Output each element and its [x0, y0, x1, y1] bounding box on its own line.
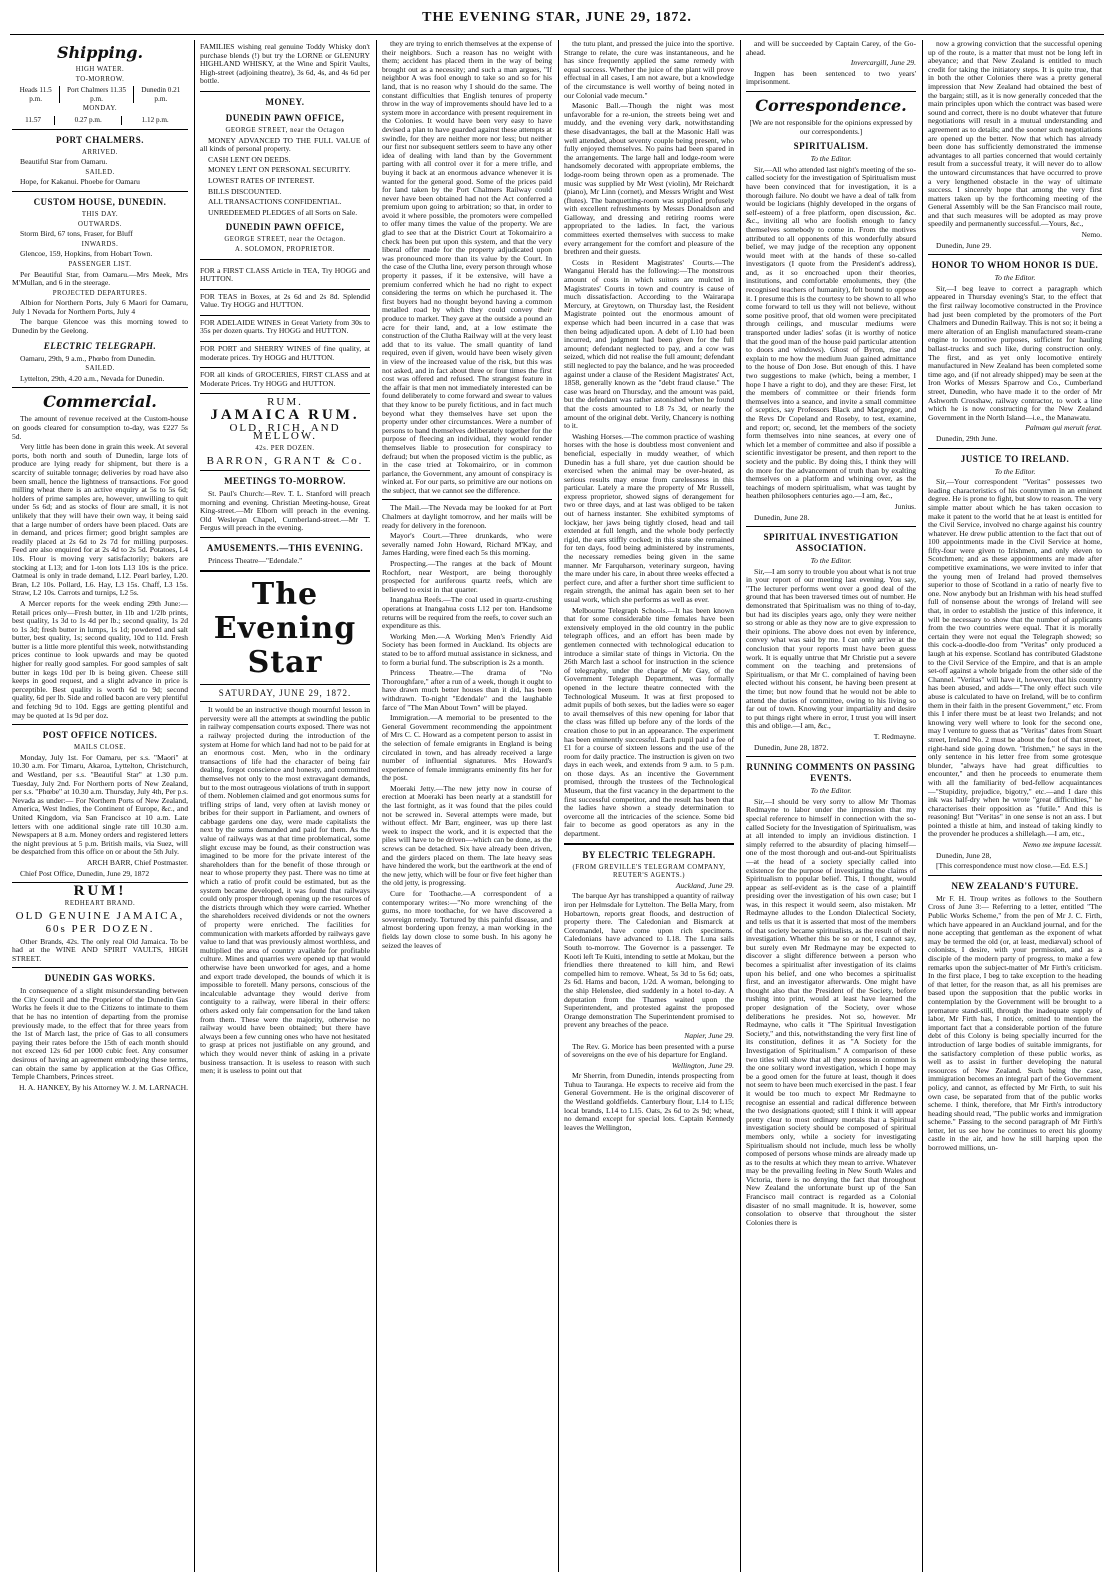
glencoe-text: The barque Glencoe was this morning towed to Dunedin by the Geelong.: [12, 317, 188, 336]
honor-letter: Sir,—I beg leave to correct a paragraph which appeared in Thursday evening's Star, to the effect that the first railway locomotive constructed in the Province had just been completed by the promoters of the Port Chalmers and Dunedin Railway. This is not so; it being a mere alteration of an English manufactured steam-crane engine to locomotive purposes, sufficient for hauling ballast-trucks and such like, during construction only. The first, and as yet only locomotive entirely manufactured in New Zealand has been completed some time ago, and (if not already shipped) may be seen at the Iron Works of Messrs Sparrow and Co., Cumberland street, Dunedin, who have made it to the order of Mr Ashworth Crosshaw, railway contractor, to work a line which he is now constructing for the New Zealand Government in the North Island—i.e., the Manawatu.: [928, 283, 1102, 422]
sia-header: SPIRITUAL INVESTIGATION ASSOCIATION.: [763, 532, 899, 554]
ireland-sign: Nemo me impune lacessit.: [1022, 840, 1102, 850]
sailed-text: Hope, for Kakanui. Phoebe for Oamaru: [20, 177, 140, 187]
telegraph-sub: (FROM GREVILLE'S TELEGRAM COMPANY, REUTER'S AGENTS.): [572, 863, 726, 880]
telegraph-header: BY ELECTRIC TELEGRAPH.: [582, 849, 716, 860]
to-the-editor: To the Editor.: [810, 154, 852, 164]
post-signature-2: Chief Post Office, Dunedin, June 29, 1872: [20, 868, 150, 878]
tea-ad: FOR all kinds of GROCERIES, FIRST CLASS and at Moderate Prices. Try HOGG and HUTTON.: [200, 370, 370, 388]
families-ad: FAMILIES wishing real genuine Toddy Whisky don't purchase blends (!) but try the LORNE or GLENURY HIGHLAND WHISKY, at the Wine and Spirit Vaults, High-street (adjoining theatre), 3s 6d, 4s, and 4s 6d per bottle.: [200, 42, 370, 86]
wellington-text: Mr Sherrin, from Dunedin, intends prospecting from Tuhua to Tauranga. He expects to receive aid from the General Government. He is the original discoverer of the Westland goldfields. Canterbury flour, L14 to L15; local brands, L14 to L15. Oats, 2s 6d to 2s 9d; wheat, no demand except for special lots. Captain Kennedy leaves the Wellington,: [564, 1071, 734, 1132]
pawn-office-2-sub: GEORGE STREET, near the Octagon.: [224, 236, 346, 244]
nz-future-header: NEW ZEALAND'S FUTURE.: [951, 880, 1079, 891]
running-comments-header: RUNNING COMMENTS ON PASSING EVENTS.: [746, 762, 916, 784]
port-chalmers-header: PORT CHALMERS.: [55, 134, 145, 145]
column-6: [928, 40, 1102, 1570]
pawn-line: MONEY ADVANCED TO THE FULL VALUE of all kinds of personal property.: [200, 135, 370, 154]
tide-cell: 1.12 p.m.: [122, 116, 188, 125]
rum2-top: RUM.: [267, 396, 303, 409]
correspondence-header: Correspondence.: [755, 95, 907, 115]
sailed2-label: SAILED.: [85, 365, 115, 373]
news-working-men: Working Men.—A Working Men's Friendly Aid Society has been formed in Auckland. Its objects are stated to be to afford mutual assistance in sickness, and to form a burial fund. The subscription is 2s a month.: [382, 631, 552, 667]
sailed-label: SAILED.: [85, 168, 115, 176]
pawn-proprietor: A. SOLOMON, PROPRIETOR.: [235, 245, 335, 253]
honor-sign: Palmam qui meruit ferat.: [1025, 423, 1102, 433]
post-text: Monday, July 1st. For Oamaru, per s.s. "Maori" at 10.30 a.m. For Timaru, Akaroa, Lyttelton, Christchurch, and Westland, per s.s. "Beautiful Star" at 1.30 p.m. Tuesday, July 2nd. For Northern ports of New Zealand, per s.s. "Phœbe" at 10.30 a.m. Thursday, July 4th, Per p.s. Nevada as under:— For Northern Ports of New Zealand, America, West Indies, the Continent of Europe, &c., and United Kingdom, via San Francisco at 10 a.m. Late letters with one additional single rate till 10.30 a.m. Newspapers at 8 a.m. Money orders and registered letters the night previous at 5 p.m. British mails, via Suez, will be despatched from this office on or about the 5th July.: [12, 752, 188, 857]
honor-date: Dunedin, 29th June.: [936, 433, 998, 443]
spiritualism-header: SPIRITUALISM.: [793, 141, 869, 152]
leader-continued: they are trying to enrich themselves at the expense of their neighbors. Such a reason has no weight with them; accident has placed them in the way of being brought out as a necessity; and such a man argues, "If neighbor A was fool enough to take so and so for his land, that is no reason why I should do the same. The constant difficulties that English tenures of property throw in the way of improvements should have led to a system more in accordance with present requirement in the Colonies. It would have been very easy to have devised a plan to have guarded against these attempts at swindle, for they are neither more nor less; but neither our first nor subsequent settlers seem to have any other idea of dealing with land than by the Government parting with all control over it for a mere trifle, and buying it back at an enormous advance whenever it is wanted for the general good. Some of the prices paid for land taken by the Port Chalmers Railway could never have been obtained had not the Act conferred a premium upon going to arbitration; so that, in order to avoid it where possible, the promoters were compelled to offer many times the value of the property. We are glad to see that at the District Court at Tokomairiro a check has been put upon this system, and that the very liberal offer made for the property adjudicated upon was pronounced more than its value by the Court. In the case of the Clutha line, every person through whose property it passes, if it be extensive, will have a premium conferred which he had no right to expect considering the terms on which he purchased it. The first buyers had no thought beyond having a common metalled road by which they could convey their produce to market. They gave at the outside a pound an acre for their land, and, at a low estimate the construction of the Clutha Railway will at the very least add that to its value. The small quantity of land required, even if given, would have been wisely given in view of the increased value of the risk, but this was not asked, and in fact about three or four times the first cost was offered and refused. The strangest feature in the affair is that men not immediately interested can be found deliberately to come forward and swear to values that they know to be purely fictitious, and in fact much beyond what they themselves have set upon the property under other circumstances. Were a number of persons to band themselves deliberately together for the purpose of fleecing an individual, they would render themselves liable to prosecution for conspiracy to defraud; but when the proposed victim is the public, as in the case tried at Tokomairiro, or in common parlance, the Government, any amount of conspiracy is winked at. For our parts, so primitive are our notions on the subject, that we cannot see the difference.: [382, 40, 552, 495]
rum-price: 60s PER DOZEN.: [45, 922, 155, 935]
passenger-list-label: PASSENGER LIST.: [68, 260, 132, 268]
column-1: [12, 40, 188, 1570]
commercial-text: Very little has been done in grain this week. At several ports, both north and south of Dunedin, large lots of produce are lying ready for shipment, but there is a scarcity of suitable tonnage; deliveries by road have also been small, hence the lightness of transactions. For good milling wheat there is an active enquiry at 5s to 5s 6d; holders of prime samples are, however, unwilling to quit under 5s 6d; and as stocks of flour are small, it is not unlikely that they will have their own way, it being said that a large number of orders have been placed. Oats are in demand, and prices firmer; good bright samples are readily placed at 2s 6d to 2s 7d for milling purposes. Feed are also enquired for at 2s 4d to 2s 5d. Potatoes, L4 10s. Flour is moving very satisfactorily; bakers are stocking at L13; and for 1-ton lots L13 10s is the price. Oatmeal is only in trade demand, L12. Pearl barley, L20. Bran, L2 10s. Pollard, L6. Hay, L3 15s. Chaff, L3 15s. Straw, L2 10s. Carrots and turnips, L2 5s.: [12, 442, 188, 598]
pawn-line: ALL TRANSACTIONS CONFIDENTIAL.: [208, 197, 342, 207]
nemo-sign: Nemo.: [1081, 230, 1102, 240]
news-masonic: Masonic Ball.—Though the night was most unfavorable for a re-union, the streets being wet and muddy, and the evening very dark, notwithstanding these disadvantages, the ball at the Masonic Hall was well attended, about seventy couple being present, who fully enjoyed themselves. No pains had been spared in the arrangements. The large hall and lodge-room were handsomely decorated with appropriate emblems, the lodge-room being thrown open as a promenade. The music was supplied by Mr West (violin), Mr Reichardt (piano), Mr Linn (cornet), and Messrs Wright and West (flutes). The banquetting-room was supplied profusely with excellent refreshments by Messrs Donaldson and Galloway, and dressing and retiring rooms were appropriated to the ladies. In fact, the various committees exerted themselves with success to make every arrangement for the comfort and pleasure of the brethren and their guests.: [564, 101, 734, 257]
money-header: MONEY.: [265, 96, 305, 107]
ireland-header: JUSTICE TO IRELAND.: [960, 453, 1070, 464]
to-the-editor: To the Editor.: [994, 273, 1036, 283]
electric-telegraph-header: ELECTRIC TELEGRAPH.: [43, 340, 157, 351]
column-3: [382, 40, 552, 1570]
tide-cell: 11.57: [25, 115, 42, 124]
column-4: [564, 40, 734, 1570]
honor-header: HONOR TO WHOM HONOR IS DUE.: [931, 260, 1099, 271]
tea-ad: FOR TEAS in Boxes, at 2s 6d and 2s 8d. Splendid Value. Try HOGG and HUTTON.: [200, 291, 370, 310]
wellington-date: Wellington, June 29.: [671, 1060, 734, 1070]
electric-text: Oamaru, 29th, 9 a.m., Phœbo from Dunedin.: [20, 353, 156, 363]
gas-signature: H. A. HANKEY, By his Attorney W. J. M. LARNACH.: [18, 1082, 188, 1092]
column-rule: [558, 40, 559, 1572]
pawn-line: CASH LENT ON DEEDS.: [208, 154, 291, 164]
ireland-note: [This correspondence must now close.—Ed. E.S.]: [936, 861, 1088, 871]
invercargill-text: Ingpen has been sentenced to two years' imprisonment.: [746, 68, 916, 87]
rum2-big: JAMAICA RUM.: [210, 407, 360, 424]
ireland-date: Dunedin, June 28,: [936, 850, 992, 860]
news-princess: Princess Theatre.—The drama of "No Thoroughfare," after a run of a week, though it ought to have drawn much better houses than it did, has been withdrawn. To-night "Edendale" and the laughable farce of "The Man About Town" will be played.: [382, 668, 552, 712]
sia-sign: T. Redmayne.: [873, 731, 916, 741]
gas-text: In consequence of a slight misunderstanding between the City Council and the Proprietor of the Dunedin Gas Works he feels it due to the Citizens to intimate to them that he has no intention of departing from the promise previously made, to the effect that for three years from the 1st of March last, the price of Gas to all consumers paying their rates before the 15th of each month should not exceed 12s 6d per 1000 cubic feet. Any consumer desirous of having an agreement embodying these terms, can obtain the same by application at the Gas Office, Temple Chambers, Princes street.: [12, 986, 188, 1082]
news-toothache: Cure for Toothache.—A correspondent of a contemporary writes:—"No more wrenching of the gums, no more toothache, for we have discovered a sovereign remedy. Tortured by this painful disease, and almost bordering upon frenzy, a man working in the fields lay down close to some bush. In his agony he seized the leaves of: [382, 889, 552, 950]
to-the-editor: To the Editor.: [810, 786, 852, 796]
news-inangahua: Inangahua Reefs.—The coal used in quartz-crushing operations at Inangahua costs L12 per ton. Handsome returns will be required from the reefs, to cover such an expenditure as this.: [382, 595, 552, 631]
sia-date: Dunedin, June 28, 1872.: [754, 742, 829, 752]
column-5: [746, 40, 916, 1570]
nz-future-text: Mr F. H. Troup writes as follows to the Southern Cross of June 3:— Referring to a letter, entitled "The Public Works Scheme," from the pen of Mr J. C. Firth, which have appeared in an Auckland journal, and for the none accepting that gentleman as the exponent of what may be termed the old (or, at least, mediæval) school of colonists, I desire, with your permission, and as a disciple of the modern party of progress, to make a few remarks upon the subject-matter of Mr Firth's criticism. In the first place, I beg to take exception to the heading of that letter, for the reason that, as all his premises are based upon the supposition that the public works in contemplation by the Government will be brought to a premature stand-still, through the inadequate supply of labor, Mr Firth has, I notice, omitted to mention the important fact that a considerable portion of the future debt of this Colony is being specially incurred for the introduction of large bodies of suitable immigrants, for the satisfactory completion of these public works, as well as to assist in further developing the natural resources of New Zealand. Such being the case, immigration becomes an integral part of the Government policy, and cannot, as effected by Mr Firth, to suit his own case, be separated from that of the public works scheme. I think, therefore, that Mr Firth's introductory heading should read, "The public works and immigration scheme." Passing to the second paragraph of Mr Firth's letter, let us see how he continues to erect his gloomy castle in the air, and how he still harping upon the borrowed millions, un-: [928, 893, 1102, 1153]
tea-ad: FOR PORT and SHERRY WINES of fine quality, at moderate prices. Try HOGG and HUTTON.: [200, 344, 370, 362]
spiritualism-letter: Sir,—All who attended last night's meeting of the so-called society for the investigation of Spiritualism must have been convinced that for investigation, it is a thorough failure. No doubt we have a deal of talk from would be logicians (highly developed in the organs of self-esteem) of a free platform, open discussion, &c. &c., inviting all who are foolish enough to fancy themselves somebody to come in. From the motives attributed to all opponents of this wonderfully absurd belief, we may judge of the reception any opponent would meet with at the hands of these so-called investigators (I quote from the President's address), and, as it so encroached upon their theories, institutions, and comfortable emoluments, they (the recognised teachers of humanity), felt bound to oppose it. I presume this is the courtesy to be shown to all who come forward to tell us they will not believe, without some positive proof, that old women were precipitated through ceilings, and muscular mediums were transported under ladies' sofas (it is worthy of notice that the good man of the house paid particular attention to doors and windows). Ghost of Byron, rise and explain to me how the medium Juan gained admittance to the house of Don Jose. But enough of this. I have two suggestions to make (which, being a member, I hope I have a right to do), and they are these: First, let the members of committee or their friends form themselves into a seance, and invite a small committee of sceptics, say Professors Black and Macgregor, and the Revs Dr Copeland and Roseby, to test, examine, and report; or, second, let the members of the society form themselves into nine seances, at every one of which let a member of committee and also if possible a scientific investigator be present, and then report to the society and the public. By doing this, I think they will do more for the advancement of truth than by exalting themselves on a platform and whining over, as the teachings of modern spiritualism, what was taught by heathen philosophers centuries ago.—I am, &c.,: [746, 164, 916, 501]
tea-ad: FOR ADELAIDE WINES in Great Variety from 30s to 35s per dozen quarts. Try HOGG and HUTTON.: [200, 317, 370, 336]
news-costs: Costs in Resident Magistrates' Courts.—The Wanganui Herald has the following:—The monstrous amount of costs in which suitors are mulcted in Magistrates' Courts in town and country is cause of much dissatisfaction. According to the Wairarapa Mercury, at Greytown, on Thursday last, the Resident Magistrate pointed out the enormous amount of expense which had been incurred in a case that was then being adjudicated upon. A debt of L10 had been incurred, and judgment had been given for the full amount; defendant neglected to pay, and a cow was seized, which did not realise the full amount; defendant still neglected to pay the balance, and he was proceeded against under a clause of the Resident Magistrates' Act, 1858, generally known as the "debt fraud clause." The case was heard on Thursday, and the amount was paid, but the defendant was rather astonished when he found that the costs amounted to L8 7s 3d, or nearly the amount of the original debt. Verily, Chancery is nothing to it.: [564, 257, 734, 431]
inwards-label: INWARDS.: [81, 240, 119, 248]
column-rule: [194, 40, 195, 1572]
monday-label: MONDAY.: [82, 105, 118, 113]
projected-label: PROJECTED DEPARTURES.: [52, 289, 148, 297]
correspondence-note: [We are not responsible for the opinions expressed by our correspondents.]: [749, 117, 913, 136]
wellington-continued: and will be succeeded by Captain Carey, of the Go-ahead.: [746, 40, 916, 57]
top-rule: [10, 34, 1104, 35]
sia-letter: Sir,—I am sorry to trouble you about what is not true in your report of our meeting last evening. You say, "The lecturer performs went over a good deal of the ground that has been traversed times out of number. He demonstrated that Spiritualism was no thing of to-day, but had its disciples years ago, only they were neither so strong or able as they now are to give expression to their opinions. The above does not even by inference, convey what was said by me. I can only arrive at the conclusion that your reports must have been guess work. It is equally untrue that Mr Christie put a severe comment on the teaching and pretensions of Spiritualism, or that Mr C. complained of having been elected without his consent, he having been present at the time; but now found that he would not be able to attend the duties of committee, owing to his living so far out of town. Knowing your impartiality and desire to put things right where in error, I trust you will insert this and oblige.—I am, &c.,: [746, 566, 916, 731]
news-prospecting: Prospecting.—The ranges at the back of Mount Rochfort, near Westport, are being thoroughly prospected for auriferous quartz reefs, which are believed to exist in that quarter.: [382, 559, 552, 594]
custom-house-header: CUSTOM HOUSE, DUNEDIN.: [33, 196, 167, 207]
to-morrow-label: TO-MORROW.: [75, 75, 125, 83]
tide-cell: Port Chalmers 11.35 p.m.: [60, 86, 133, 103]
tea-ad: FOR a FIRST CLASS Article in TEA, Try HOGG and HUTTON.: [200, 265, 370, 284]
rum-brand: REDHEART BRAND.: [64, 899, 136, 907]
news-mayor: Mayor's Court.—Three drunkards, who were severally named John Howard, Richard M'Kay, and James Harding, were fined each 5s this morning.: [382, 531, 552, 558]
running-letter: Sir,—I should be very sorry to allow Mr Thomas Redmayne to labor under the impression that my special reference to himself in connection with the so-called Society for the Investigation of Spiritualism, was at all intended to imply an invidious distinction. I simply referred to the absurdity of placing himself—one of the most thorough and out-and-out Spiritualists—at the head of a society specially called into existence for the purpose of investigating the claims of Spiritualism to popular belief. This, I thought, would appear as self-evident as is the case of a plaintiff presiding over the investigation of his own case; but I was, in this respect it would seem, also mistaken. Mr Redmayne alludes to the London Dialectical Society, and tells us that it is asserted that most of the members of that society became spiritualists, as the result of their investigation. Whether this be so or not, I cannot say, but surely even Mr Redmayne may be expected to discover a slight difference between a person who becomes a spiritualist after investigation of its claims upon his belief, and one who becomes a spiritualist first, and an investigator afterwards. One might have thought also that the President of the Society, before rushing into print, would at least have learned the proper designation of the Society, over whose deliberations he presides. Not so, however. Mr Redmayne, who calls it "The Spiritual Investigation Society," and this, notwithstanding the very first line of its constitution, defines it as "A Society for the Investigation of Spiritualism." A comparison of these two titles will show that all they possess in common is the one solitary word investigation, which I hope may be a good omen for the future at least, though it does not seem to have been much exercised in the past. I fear it would be too much to expect Mr Redmayne to recognise an essential and radical difference between the two designations quoted; still I think it will appear pretty clear to most ordinary mortals that a Spiritual investigation society should be composed of spiritual members only, while a society for investigating Spiritualism should not include, much less be wholly composed of persons whose minds are already made up as to the results at which they mean to arrive. Whatever may be the prevailing feeling in New South Wales and Victoria, there is no denying the fact that throughout New Zealand the unfortunate burst up of the San Francisco mail contract is regarded as a Colonial disaster of no small magnitude. It is, however, some consolation to observe that throughout the sister Colonies there is: [746, 796, 916, 1227]
tide-cell: 0.27 p.m.: [55, 116, 122, 125]
dateline: SATURDAY, JUNE 29, 1872.: [218, 687, 352, 698]
tide-cell: Dunedin 0.21 p.m.: [133, 86, 188, 103]
arrived-text: Beautiful Star from Oamaru.: [20, 157, 108, 167]
rum-header: RUM!: [73, 883, 127, 900]
masthead: THE EVENING STAR, JUNE 29, 1872.: [422, 10, 692, 25]
rum-old-genuine: OLD GENUINE JAMAICA,: [15, 910, 185, 923]
pawn-line: UNREDEEMED PLEDGES of all Sorts on Sale.: [208, 207, 358, 217]
to-the-editor: To the Editor.: [810, 556, 852, 566]
spiritualism-sign: Junius.: [894, 501, 916, 511]
gas-works-header: DUNEDIN GAS WORKS.: [44, 973, 156, 984]
post-office-header: POST OFFICE NOTICES.: [42, 730, 158, 741]
news-washing: Washing Horses.—The common practice of washing horses with the hose is doubtless most convenient and beneficial, especially in muddy weather, of which Dunedin has a full share, yet due caution should be exercised when the animal may be over-heated, as serious results may ensue from carelessness in this particular. Lately a mare the property of Mr Russell, express proprietor, showed signs of derangement for two or three days, and at last was obliged to be taken out of harness instanter. She exhibited symptoms of lockjaw, her jaws being tightly closed, head and tail extended at full length, and the whole body perfectly rigid, the ears stiffly cocked; in this state she remained for ten days, food being administered by instruments, the necessary remedies being given in the same manner. Mr Farquharson, veterinary surgeon, having the mare under his care, in about three weeks effected a perfect cure, and after a further short time sufficient to regain strength, the animal has again been set to her usual work, which she performs as well as ever.: [564, 431, 734, 604]
invercargill-date: Invercargill, June 29.: [850, 58, 916, 68]
arrived-label: ARRIVED.: [82, 148, 118, 156]
commercial-header: Commercial.: [43, 392, 157, 412]
mercer-text: A Mercer reports for the week ending 29th June:—Retail prices only—Fresh butter, in 1lb and 1/2lb prints, best quality, 1s 3d to 1s 4d per lb.; second quality, 1s 2d to 1s 3d; fresh butter in lumps, 1s 1d; powdered and salt butter, best quality, 1s; second quality, 10d to 11d. Fresh butter is a little more plentiful this week, notwithstanding prices continue to look upwards and may be quoted higher for really good samples. For good samples of salt butter in kegs 10d per lb is being given. Cheese still keeps in good request, and a slight advance in price is perceptible. Best quality is worth 6d to 9d; second quality, 6d per lb. Side and rolled bacon are very plentiful and fetching 9d to 10d. Eggs are getting plentiful and may be quoted at 1s 9d per doz.: [12, 598, 188, 720]
tide-table-monday: [12, 116, 188, 125]
revenue-text: The amount of revenue received at the Custom-house on goods cleared for consumption to-day, was £227 5s 5d.: [12, 414, 188, 441]
to-the-editor: To the Editor.: [994, 466, 1036, 476]
high-water-header: HIGH WATER.: [75, 66, 125, 73]
this-day-label: THIS DAY.: [81, 210, 119, 218]
amusements-header: AMUSEMENTS.—THIS EVENING.: [206, 542, 364, 553]
pawn-office-sub: GEORGE STREET, near the Octagon: [225, 126, 345, 134]
rum2-old: OLD, RICH, AND MELLOW.: [229, 421, 341, 443]
rum-text: Other Brands, 42s. The only real Old Jamaica. To be had at the WINE AND SPIRIT VAULTS, HIGH STREET.: [12, 936, 188, 963]
spiritualism-date: Dunedin, June 28.: [754, 512, 810, 522]
napier-date: Napier, June 29.: [684, 1030, 734, 1040]
mails-close-label: MAILS CLOSE.: [73, 744, 127, 752]
pawn-office-2-header: DUNEDIN PAWN OFFICE,: [225, 222, 345, 233]
pawn-line: BILLS DISCOUNTED.: [208, 186, 282, 196]
column-rule: [740, 40, 741, 1572]
rum2-price: 42s. PER DOZEN.: [255, 444, 315, 452]
projected-text: Albion for Northern Ports, July 6 Maori for Oamaru, July 1 Nevada for Northern Ports, July 4: [12, 298, 188, 316]
news-moeraki: Moeraki Jetty.—The new jetty now in course of erection at Moeraki has been nearly at a standstill for the last fortnight, as it was found that the piles could not be screwed in. Several attempts were made, but without effect. Mr Barr, engineer, was up there last week to inspect the work, and it is expected that the piles will have to be driven—which can be done, as the screws can be detached. Six have already been driven, and the girders placed on them. The late heavy seas have hindered the work, but the earthwork at the end of the new jetty, which will be four or five feet higher than the old jetty, is progressing.: [382, 783, 552, 888]
meetings-text: St. Paul's Church:—Rev. T. L. Stanford will preach morning and evening. Christian Meeting-house, Great King-street.—Mr Elborn will preach in the evening. Old Wesleyan Chapel, Cumberland-street.—Mr T. Fergus will preach in the evening.: [200, 489, 370, 533]
outwards-label: OUTWARDS.: [78, 220, 122, 228]
passenger-text: Per Beautiful Star, from Oamaru.—Mrs Meek, Mrs M'Mullan, and 6 in the steerage.: [12, 269, 188, 288]
auckland-date: Auckland, June 29.: [675, 880, 734, 890]
nemo-date: Dunedin, June 29.: [936, 240, 992, 250]
post-signature: ARCH BARR, Chief Postmaster.: [86, 857, 188, 867]
running-continued: now a growing conviction that the successful opening up of the route, is a matter that must not be long left in abeyance; and that New Zealand is entitled to much credit for taking the initiatory steps. It is quite true, that in both the other Colonies there was a pretty general impression that New Zealand had obtained the best of the bargain; still, as it is now generally conceded that the main principles upon which the contract was based were sound and correct, there is no doubt whatever that future negotiations will result in a mutual understanding and agreement as to details; and the sooner such negotiations are opened up the better. Now that which has already been done has sufficiently demonstrated the immense advantages to all parties concerned that would certainly result from a successful treaty, it will never do to allow the untoward circumstances that have occurred to prove a very lengthened obstacle in the way of ultimate success. I sincerely hope that among the very first matters taken up by the forthcoming meeting of the General Assembly will be the San Francisco mail route, and that such measures will be adopted as may prove speedily and permanently successful.—Yours, &c.,: [928, 40, 1102, 229]
tide-cell: Heads 11.5 p.m.: [19, 86, 52, 103]
tide-table: [12, 86, 188, 103]
toothache-continued: the tutu plant, and pressed the juice into the sportive. Strange to relate, the cure was instantaneous, and he has since frequently applied the same remedy with equal success. Whether the juice of the plant will prove effectual in all cases, I am not aware, but a knowledge of the circumstance is well worthy of being noted in our Colonial vade mecum.": [564, 40, 734, 100]
news-melbourne: Melbourne Telegraph Schools.—It has been known that for some considerable time females have been extensively employed in the old country in the public telegraph offices, and an effort has been made by gentlemen connected with technological education to introduce a similar state of things in Victoria. On the 26th March last a school for instruction in the science of telegraphy, under the charge of Mr Gay, of the Government Telegraph Department, was formally opened in the lecture theatre connected with the Technological Museum. It was at first proposed to admit pupils of both sexes, but the ladies were so eager to avail themselves of this new opening for labor that the class was filled up before any of the lords of the creation chose to put in an appearance. The experiment has been eminently successful. Each pupil paid a fee of £1 for a course of sixteen lessons and the use of the room for daily practice. The instruction is given on two days in each week, and extends from 9 a.m. to 5 p.m. on those days. As an incentive the Government promised, through the trustees of the Technological Museum, that the first vacancy in the department to the first successful competitor, and the result has been that the ladies have shown a steady determination to overcome all the intricacies of the science. Some bid fair to become as good operators as any in the department.: [564, 605, 734, 839]
inwards-text: Glencoe, 159, Hopkins, from Hobart Town.: [20, 249, 153, 259]
leader-text: It would be an instructive though mournful lesson in perversity were all the attempts at swindling the public in railway compensation courts exposed. There was not a railway projected during the introduction of the system at Home for which land had not to be paid for at an enormous cost. Men, who in the ordinary transactions of life had the character of being fair dealing, forgot conscience and honesty, and committed themselves not only to the most extravagant demands, but to the most outrageous violations of truth in support of them. Noblemen claimed and got enormous sums for trifling strips of land, very often at lavish money or bribes for their support in Parliament, and owners of cabbage gardens one day, were made capitalists the next by the sums demanded and paid for them. As the value of railways was at that time problematical, some slight excuse may be found, as their construction was imagined to be more for the private interest of the shareholders than for the benefit of those through or near to whose property they past. There was no time at which a ratio of profit could be estimated, but as the system became developed, it was found that railways could only prosper through opening up the resources of the districts through which they were carried. Whether the shareholders received dividends or not the owners of property were enriched. The facilities for communication with markets afforded by railways gave value to land that was previously almost worthless, and multiplied the area of country available for profitable culture. Mines and quarries were opened up that would otherwise have been unworked for ages, and a home and export trade developed, the bounds of which it is impossible to foretell. Many persons, conscious of the incalculable advantage they would derive from contiguity to a railway, were liberal in their offers: others asked only fair compensation for the land taken from them. These were the majority, otherwise no railway would have been obtained; but there have always been a few cunning ones who have not hesitated to grasp at prices not justifiable on any ground, and which they would never think of asking in a private business transaction. It is useless to reason with such men; it is useless to point out that: [200, 705, 370, 1076]
column-rule: [922, 40, 923, 1572]
napier-text: The Rev. G. Morice has been presented with a purse of sovereigns on the eve of his departure for England.: [564, 1041, 734, 1060]
outwards-text: Storm Bird, 67 tons, Fraser, for Bluff: [20, 229, 133, 239]
ireland-letter: Sir,—Your correspondent "Veritas" possesses two leading characteristics of his countrymen in an eminent degree. He is prone to fight, but slow to reason. The very simple matter about which he has taken occasion to make it patent to the world that he at least is entitled for the Civil Service, involved no charge against his country whatever. He drew public attention to the fact that out of 100 appointments made in the Civil Service at home, fifty-four were given to Irishmen, and only eleven to Scotchmen; and as these appointments are made after competitive examinations, we were invited to infer that the young men of Ireland had proved themselves superior to those of Scotland in a ratio of nearly five to one. Now anybody but an Irishman with his head stuffed full of nonsense about the wrongs of Ireland will see that, in order to establish the justice of this inference, it will be necessary to show that the number of applicants from the two countries were equal. That it is morally certain they were not equal the Telegraph showed; so this cock-a-doodle-doo from "Veritas" only produced a laugh at his expense. Scotland has contributed Gladstone to the Civil Service of the Empire, and that is an ample set-off against a whole brigade from the other side of the Channel. "Veritas" will have it, however, that his country has been abused, and adds—"The only effect such vile abuse is calculated to have on Ireland, will be to confirm them in their faith in the present Government," etc. From this I infer there must be at least two Irelands; and not knowing very well where to look for the second one, may I venture to guess that as "Veritas" dates from Stuart street, Ireland No. 2 must be about the foot of that street, right-hand side going down. "Irishmen," he says in the only sentence in his letter free from some grotesque blunder, "always have had great difficulties to encounter," and then he proceeds to enumerate them with all the familiarity of bed-fellow acquaintances—"Stupidity, prejudice, bigotry," etc.—and I dare this ink was half-dry when he wrote "great difficulties," he characterises their opposition as "futile." And this is reasoning! But "Veritas" in one sense is not an ass. I but pointed a thistle at him, and instead of taking kindly to the provender he produces a shillelagh.—I am, etc.,: [928, 477, 1102, 839]
news-immigration: Immigration.—A memorial to be presented to the General Government recommending the appointment of Mrs C. C. Howard as a competent person to assist in the selection of female emigrants in England is being circulated in town, and has already received a large number of influential signatures. Mrs Howard's experience of female immigrants eminently fits her for the post.: [382, 713, 552, 783]
auckland-text: The barque Ayr has transhipped a quantity of railway iron per Helmsdale for Lyttelton. The Bella Mary, from Hobartown, reports great floods, and destruction of property there. The Caledonian and Bismarck at Coromandel, have come upon rich specimens. Caledonians have advanced to L18. The Luna sails South to-morrow. The Governor is a passenger. Te Kooti left Te Kuiti, intending to settle at Mokau, but the friendlies there threatened to kill him, and Rewi compelled him to remove. Wheat, 5s 3d to 5s 6d; oats, 2s 6d. Hams and bacon, 1/2d. A woman, belonging to the ship Helenslee, died suddenly in a hotel to-day. A deputation from the Thames waited upon the Superintendent, and protested against the proposed Orange demonstration The Superintendent promised to prevent any breaches of the peace.: [564, 891, 734, 1030]
evening-star-title: The Evening Star: [213, 576, 357, 680]
column-rule: [376, 40, 377, 1572]
column-2: [200, 40, 370, 1570]
pawn-line: LOWEST RATES OF INTEREST.: [208, 175, 315, 185]
rum2-company: BARRON, GRANT & Co.: [206, 455, 364, 468]
meetings-header: MEETINGS TO-MORROW.: [224, 476, 346, 486]
shipping-header: Shipping.: [56, 43, 144, 62]
pawn-line: MONEY LENT ON PERSONAL SECURITY.: [208, 165, 351, 175]
amusements-text: Princess Theatre—"Edendale.": [208, 555, 303, 565]
pawn-office-header: DUNEDIN PAWN OFFICE,: [225, 112, 345, 123]
sailed2-text: Lyttelton, 29th, 4.20 a.m., Nevada for Dunedin.: [20, 373, 165, 383]
news-mail: The Mail.—The Nevada may be looked for at Port Chalmers at daylight tomorrow, and her mails will be ready for delivery in the forenoon.: [382, 503, 552, 530]
